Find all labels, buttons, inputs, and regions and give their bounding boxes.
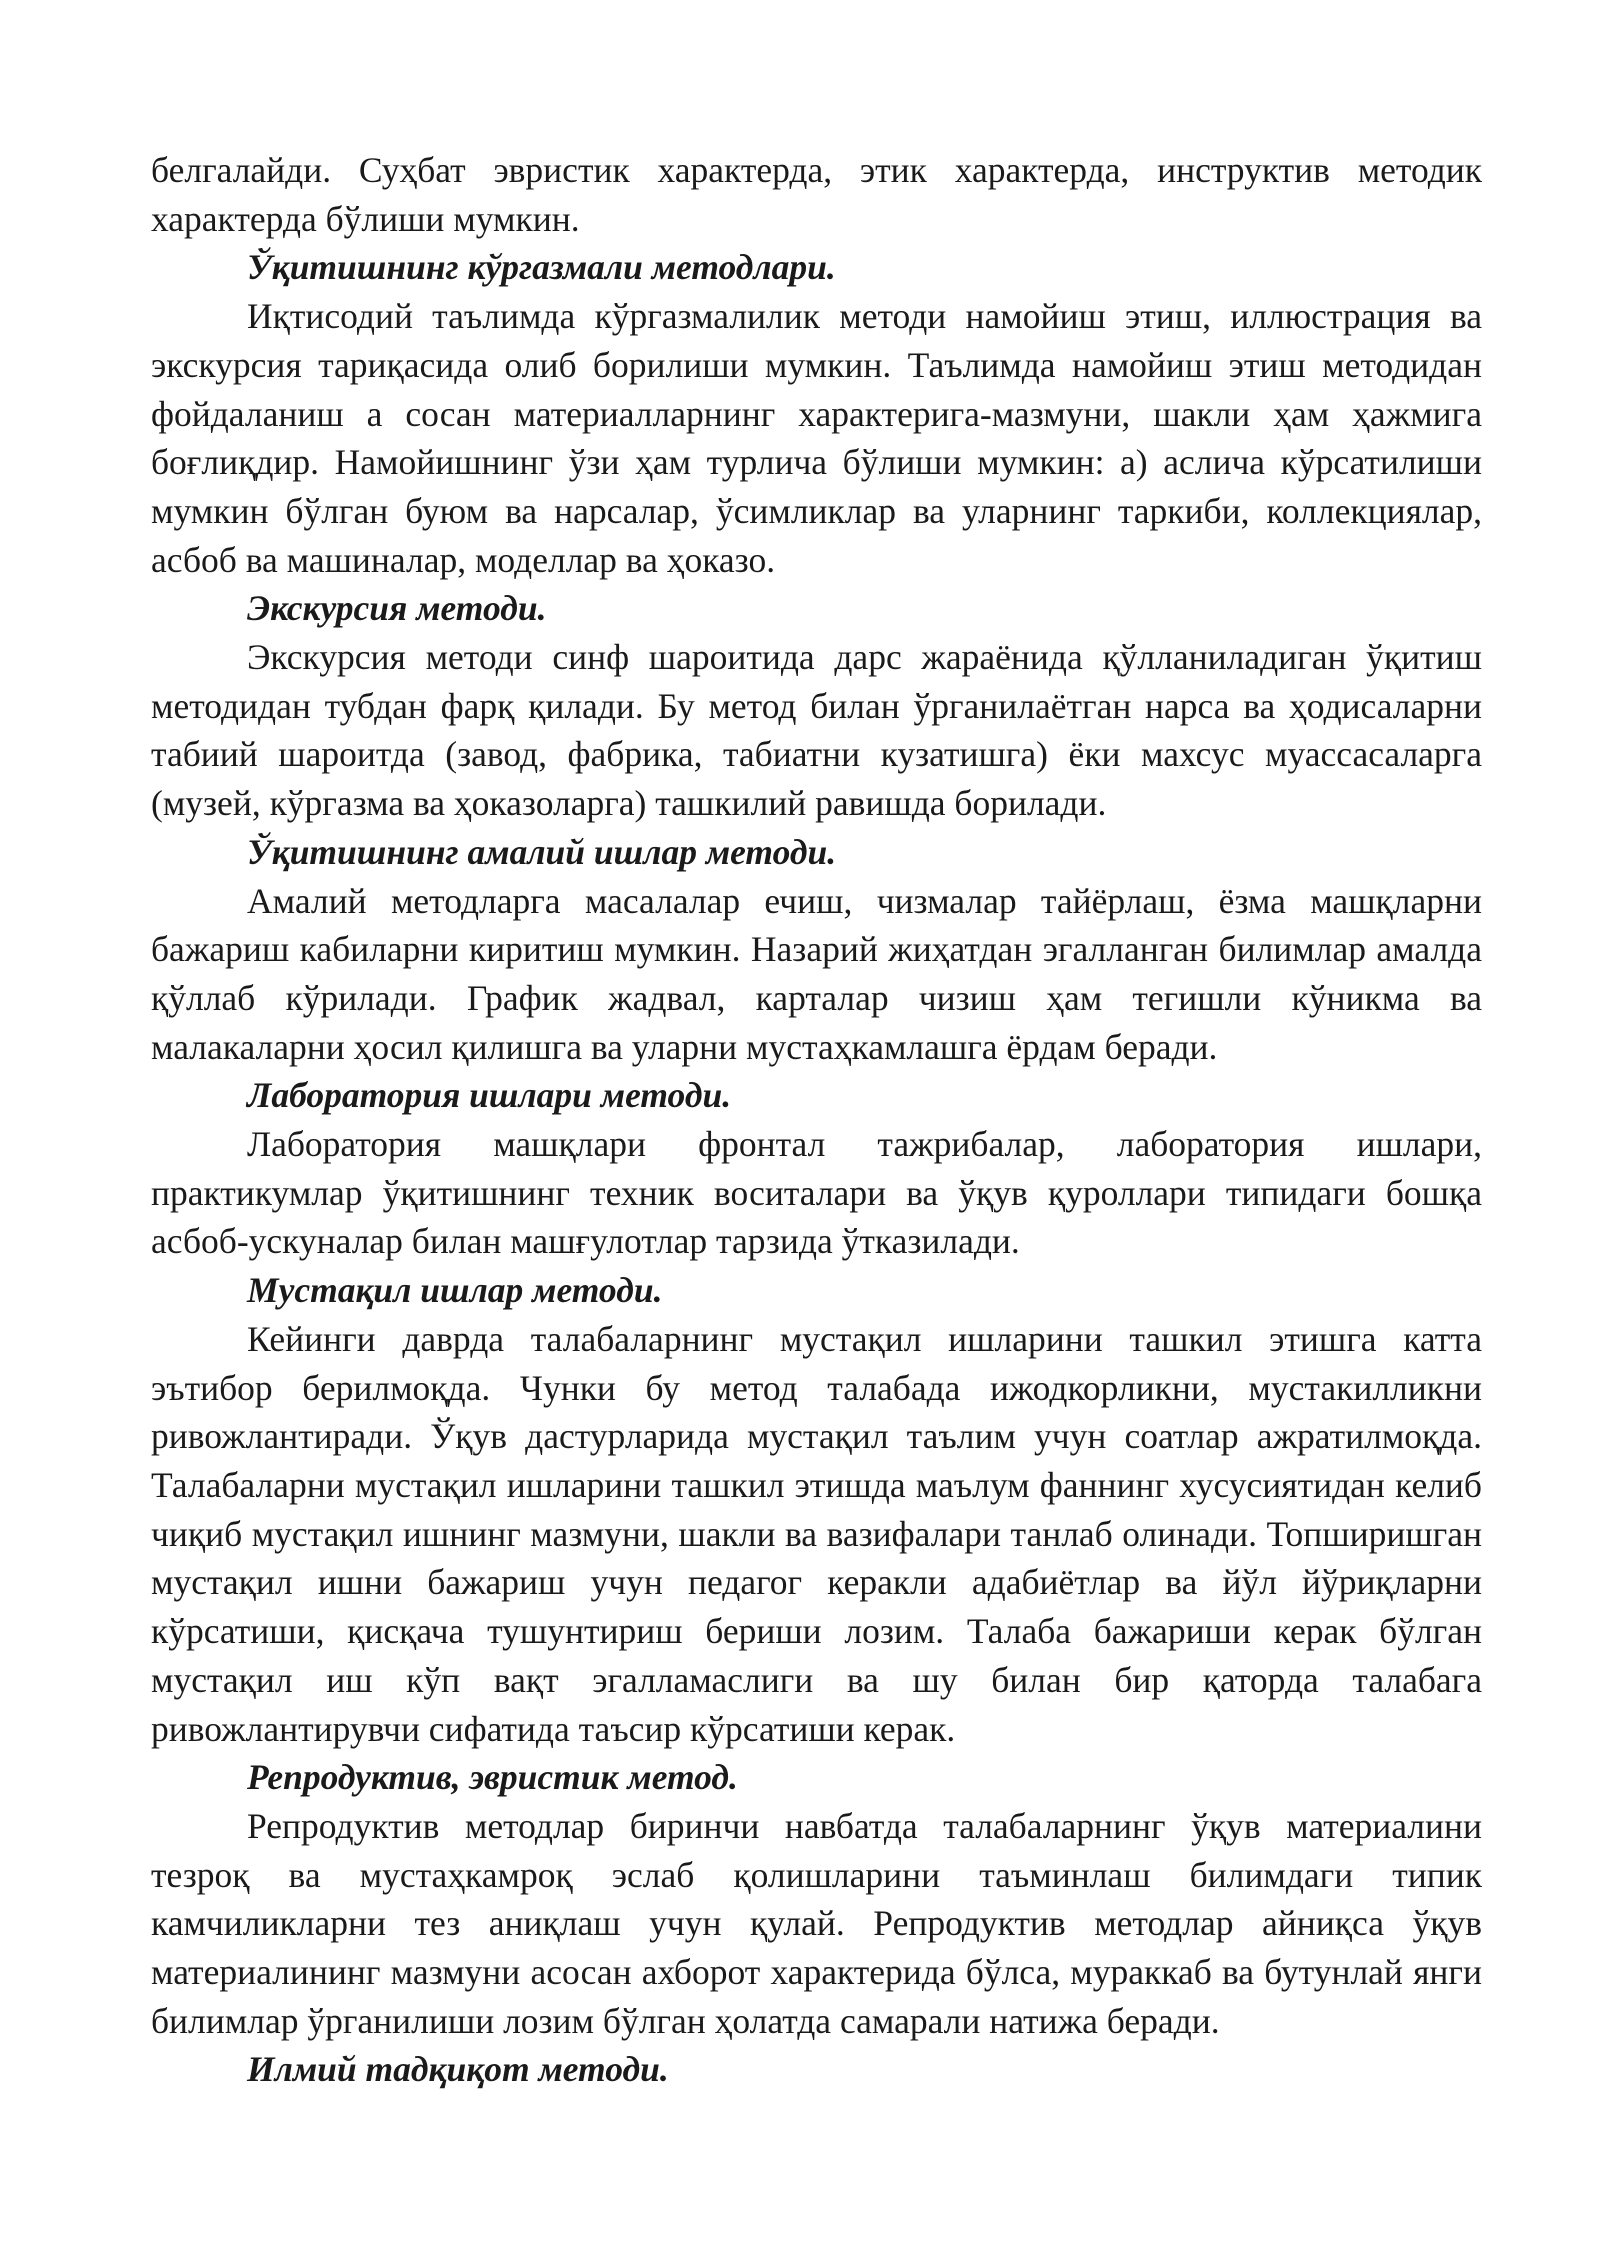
paragraph-excursion-method: Экскурсия методи синф шароитида дарс жараёнида қўлланиладиган ўқитиш методидан тубдан фарқ қилади. Бу метод билан ўрганилаётган нарса ва ҳодисаларни табиий шароитда (завод, фабрика, табиатни кузатишга) ёки махсус муассасаларга (музей, кўргазма ва ҳоказоларга) ташкилий равишда борилади. <box>151 637 1482 824</box>
paragraph-visual-methods: Иқтисодий таълимда кўргазмалилик методи намойиш этиш, иллюстрация ва экскурсия тариқасида олиб борилиши мумкин. Таълимда намойиш этиш методидан фойдаланиш а сосан материалларнинг характерига-мазмуни, шакли ҳам ҳажмига боғлиқдир. Намойишнинг ўзи ҳам турлича бўлиши мумкин: а) аслича кўрсатилиши мумкин бўлган буюм ва нарсалар, ўсимликлар ва уларнинг таркиби, коллекциялар, асбоб ва машиналар, моделлар ва ҳоказо. <box>151 296 1482 580</box>
paragraph-laboratory-method: Лаборатория машқлари фронтал тажрибалар, лаборатория ишлари, практикумлар ўқитишнинг техник воситалари ва ўқув қуроллари типидаги бошқа асбоб-ускуналар билан машғулотлар тарзида ўтказилади. <box>151 1124 1482 1262</box>
paragraph-practical-methods: Амалий методларга масалалар ечиш, чизмалар тайёрлаш, ёзма машқларни бажариш кабиларни киритиш мумкин. Назарий жиҳатдан эгалланган билимлар амалда қўллаб кўрилади. График жадвал, карталар чизиш ҳам тегишли кўникма ва малакаларни ҳосил қилишга ва уларни мустаҳкамлашга ёрдам беради. <box>151 880 1482 1067</box>
heading-visual-methods: Ўқитишнинг кўргазмали методлари. <box>247 247 836 288</box>
paragraph-reproductive-heuristic-method: Репродуктив методлар биринчи навбатда талабаларнинг ўқув материалини тезроқ ва мустаҳкамроқ эслаб қолишларини таъминлаш билимдаги типик камчиликларни тез аниқлаш учун қулай. Репродуктив методлар айниқса ўқув материалининг мазмуни асосан ахборот характерида бўлса, мураккаб ва бутунлай янги билимлар ўрганилиши лозим бўлган ҳолатда самарали натижа беради. <box>151 1805 1482 2041</box>
heading-reproductive-heuristic-method: Репродуктив, эвристик метод. <box>247 1757 738 1798</box>
paragraph-independent-work-method: Кейинги даврда талабаларнинг мустақил ишларини ташкил этишга катта эътибор берилмоқда. Чунки бу метод талабада ижодкорликни, мустакилликни ривожлантиради. Ўқув дастурларида мустақил таълим учун соатлар ажратилмоқда. Талабаларни мустақил ишларини ташкил этишда маълум фаннинг хусусиятидан келиб чиқиб мустақил ишнинг мазмуни, шакли ва вазифалари танлаб олинади. Топширишган мустақил ишни бажариш учун педагог керакли адабиётлар ва йўл йўриқларни кўрсатиши, қисқача тушунтириш бериши лозим. Талаба бажариши керак бўлган мустақил иш кўп вақт эгалламаслиги ва шу билан бир қаторда талабага ривожлантирувчи сифатида таъсир кўрсатиши керак. <box>151 1318 1482 1749</box>
heading-research-method: Илмий тадқиқот методи. <box>247 2049 669 2090</box>
document-page <box>151 146 1482 2094</box>
heading-excursion-method: Экскурсия методи. <box>247 588 547 629</box>
paragraph-intro-continuation: белгалайди. Суҳбат эвристик характерда, этик характерда, инструктив методик характерда бўлиши мумкин. <box>151 150 1482 239</box>
heading-independent-work-method: Мустақил ишлар методи. <box>247 1270 663 1311</box>
heading-practical-methods: Ўқитишнинг амалий ишлар методи. <box>247 831 837 872</box>
heading-laboratory-method: Лаборатория ишлари методи. <box>247 1075 732 1116</box>
